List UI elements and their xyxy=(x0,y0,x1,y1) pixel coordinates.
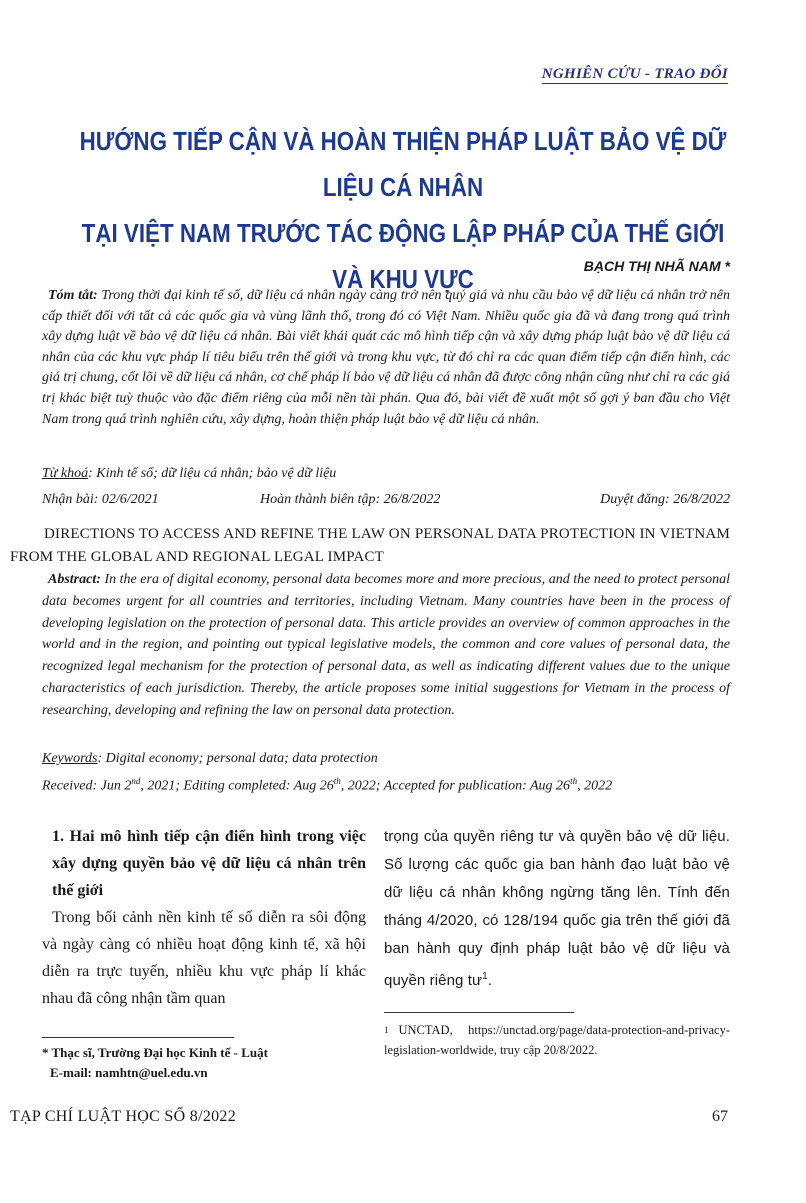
body-paragraph: Trong bối cảnh nền kinh tế số diễn ra sôi động và ngày càng có nhiều hoạt động kinh tế, xã hội diễn ra trực tuyến, nhiều khu vực pháp lí khác nhau đã công nhận tầm quan xyxy=(42,909,366,1007)
article-title xyxy=(77,118,729,302)
keywords-vn-text: : Kinh tế số; dữ liệu cá nhân; bảo vệ dữ liệu xyxy=(88,466,337,481)
body-column-left xyxy=(42,823,366,1012)
abstract-en-label: Abstract: xyxy=(48,572,101,587)
footnote-text: UNCTAD, https://unctad.org/page/data-protection-and-privacy-legislation-worldwide, truy cập 20/8/2022. xyxy=(384,1023,730,1057)
abstract-vietnamese xyxy=(42,286,730,430)
ordinal-suffix: th xyxy=(570,776,578,786)
article-title-line-2: TẠI VIỆT NAM TRƯỚC TÁC ĐỘNG LẬP PHÁP CỦA THẾ GIỚI VÀ KHU VỰC xyxy=(81,218,725,294)
keywords-en-label: Keywords xyxy=(42,751,98,766)
footnote-reference[interactable]: 1 xyxy=(482,971,488,982)
footnote-number: 1 xyxy=(384,1025,389,1035)
abstract-vn-text: Trong thời đại kinh tế số, dữ liệu cá nhân ngày càng trở nên quý giá và nhu cầu bảo vệ dữ liệu cá nhân trở nên cấp thiết đối với tất cả các quốc gia và vùng lãnh thổ, trong đó có Việt Nam. Nhiều quốc gia đã và đang trong quá trình xây dựng luật về bảo vệ dữ liệu cá nhân. Bài viết khái quát các mô hình tiếp cận và xây dựng pháp luật bảo vệ dữ liệu cá nhân của các khu vực pháp lí tiêu biểu trên thế giới và trong khu vực, từ đó chỉ ra các quan điểm tiếp cận điển hình, các giá trị chung, cốt lõi về dữ liệu cá nhân, cơ chế pháp lí bảo vệ dữ liệu cá nhân đã được công nhận cũng như chỉ ra các giá trị khác biệt tuỳ thuộc vào đặc điểm riêng của mỗi nền tài phán. Qua đó, bài viết đề xuất một số gợi ý ban đầu cho Việt Nam trong quá trình nghiên cứu, xây dựng, hoàn thiện pháp luật bảo vệ dữ liệu cá nhân. xyxy=(42,288,730,427)
keywords-en-text: : Digital economy; personal data; data protection xyxy=(97,751,378,766)
body-paragraph: trọng của quyền riêng tư và quyền bảo vệ dữ liệu. Số lượng các quốc gia ban hành đạo luật bảo vệ dữ liệu cá nhân không ngừng tăng lên. Tính đến tháng 4/2020, có 128/194 quốc gia trên thế giới đã ban hành quy định pháp luật bảo vệ dữ liệu và quyền riêng tư xyxy=(384,828,730,989)
keywords-vn-label: Từ khoá xyxy=(42,466,89,481)
received-date-vn: Nhận bài: 02/6/2021 xyxy=(42,492,159,507)
author-name: BẠCH THỊ NHÃ NAM * xyxy=(583,258,730,274)
paragraph-end: . xyxy=(487,972,493,989)
footnote xyxy=(384,1020,730,1060)
keywords-english xyxy=(42,751,378,767)
accepted-en-part: , 2022; Accepted for publication: Aug 26 xyxy=(340,778,571,794)
section-heading: 1. Hai mô hình tiếp cận điển hình trong việc xây dựng quyền bảo vệ dữ liệu cá nhân trên thế giới xyxy=(52,828,366,899)
edited-date-vn: Hoàn thành biên tập: 26/8/2022 xyxy=(260,492,441,507)
journal-footer: TẠP CHÍ LUẬT HỌC SỐ 8/2022 xyxy=(10,1108,237,1125)
footnote-divider-right xyxy=(384,1012,574,1013)
accepted-date-vn: Duyệt đăng: 26/8/2022 xyxy=(600,492,730,507)
ordinal-suffix: nd xyxy=(131,776,141,786)
english-title: DIRECTIONS TO ACCESS AND REFINE THE LAW ON PERSONAL DATA PROTECTION IN VIETNAM FROM THE GLOBAL AND REGIONAL LEGAL IMPACT xyxy=(10,526,730,565)
ordinal-suffix: th xyxy=(333,776,341,786)
abstract-english xyxy=(42,569,730,722)
accepted-en-year: , 2022 xyxy=(577,778,613,794)
author-affiliation: * Thạc sĩ, Trường Đại học Kinh tế - Luật xyxy=(42,1045,268,1060)
edited-en-part: , 2021; Editing completed: Aug 26 xyxy=(140,778,334,794)
section-label: NGHIÊN CỨU - TRAO ĐỔI xyxy=(541,66,728,82)
author-affiliation-note xyxy=(42,1043,268,1083)
article-title-line-1: HƯỚNG TIẾP CẬN VÀ HOÀN THIỆN PHÁP LUẬT BẢO VỆ DỮ LIỆU CÁ NHÂN xyxy=(79,126,727,202)
received-en-part: Received: Jun 2 xyxy=(42,778,132,794)
abstract-en-text: In the era of digital economy, personal data becomes more and more precious, and the need to protect personal data becomes urgent for all countries and territories, including Vietnam. Many countries have been in the process of developing legislation on the protection of personal data. This article provides an overview of common approaches in the world and in the region, and pointing out typical legislative models, the common and core values of personal data, the recognized legal mechanism for the protection of personal data, as well as indicating different values due to the unique characteristics of each jurisdiction. Thereby, the article proposes some initial suggestions for Vietnam in the process of researching, developing and refining the law on personal data protection. xyxy=(42,572,730,718)
abstract-vn-label: Tóm tắt: xyxy=(48,288,98,303)
body-column-right xyxy=(384,823,730,995)
author-email: E-mail: namhtn@uel.edu.vn xyxy=(50,1065,208,1080)
page-number: 67 xyxy=(712,1108,728,1125)
keywords-vietnamese xyxy=(42,466,336,482)
footnote-divider-left xyxy=(42,1037,234,1038)
dates-english xyxy=(42,776,612,795)
